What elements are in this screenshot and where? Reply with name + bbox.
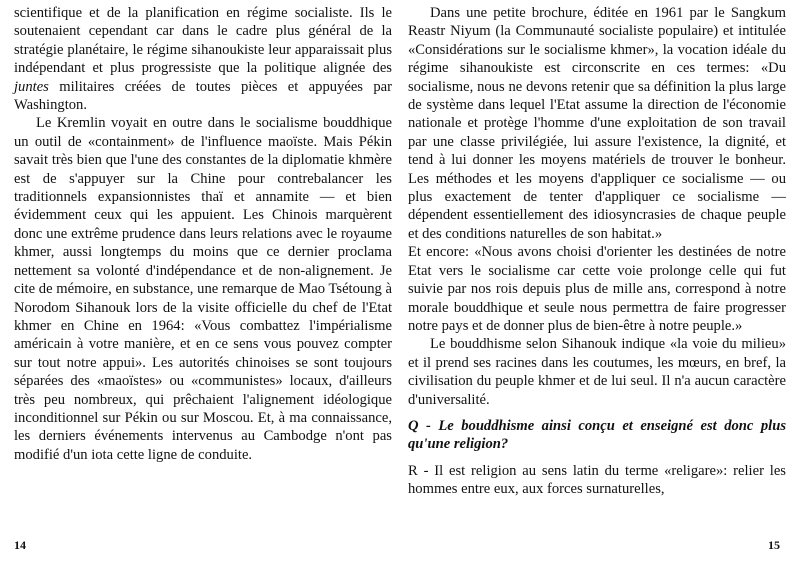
right-page: [408, 0, 786, 563]
left-paragraph-1: [14, 4, 392, 114]
right-paragraph-3: Le bouddhisme selon Sihanouk indique «la voie du milieu» et il prend ses racines dans les coutumes, les mœurs, en bref, la civilisation du peuple khmer et de lui seul. Il n'a aucun caractère d'universalité.: [408, 336, 786, 408]
left-p1-italic: juntes: [14, 78, 49, 95]
right-paragraph-2: Et encore: «Nous avons choisi d'orienter les destinées de notre Etat vers le socialisme car cette voie prolonge celle qui fut suivie par nos rois depuis plus de mille ans, correspond à notre morale bouddhique et seule nous permettra de faire progresser notre pays et de donner plus de bien-être à notre peuple.»: [408, 244, 786, 334]
left-p1-text-b: militaires créées de toutes pièces et appuyées par Washington.: [14, 78, 392, 114]
right-paragraph-1: Dans une petite brochure, éditée en 1961 par le Sangkum Reastr Niyum (la Communauté socialiste populaire) et intitulée «Considérations sur le socialisme khmer», la vocation idéale du régime sihanoukiste est circonscrite en ces termes: «Du socialisme, nous ne devons retenir que sa définition la plus large de système dans lequel l'Etat assume la direction de l'économie nationale et protège l'homme d'une exploitation de son travail par une classe privilégiée, lui assure l'existence, la dignité, et tend à lui donner les moyens matériels de trouver le bonheur. Les méthodes et les moyens d'appliquer ce socialisme — ou plus exactement de tenter d'appliquer ce socialisme — dépendent essentiellement des idiosyncrasies de chaque peuple et des conditions naturelles de son habitat.»: [408, 5, 786, 242]
answer: R - Il est religion au sens latin du terme «religare»: relier les hommes entre eux, aux forces surnaturelles,: [408, 462, 786, 498]
question: Q - Le bouddhisme ainsi conçu et enseigné est donc plus qu'une religion?: [408, 417, 786, 453]
left-p1-text-a: scientifique et de la planification en régime socialiste. Ils le soutenaient cependant car dans le cadre plus général de la stratégie planétaire, le régime sihanoukiste leur apparaissait plus indépendant et plus progressiste que la politique alignée des: [14, 5, 392, 77]
left-page-body: [14, 4, 392, 464]
left-paragraph-2: Le Kremlin voyait en outre dans le socialisme bouddhique un outil de «containment» de l'influence maoïste. Mais Pékin savait très bien que l'une des constantes de la diplomatie khmère est de s'appuyer sur la Chine pour contrebalancer les traditionnels expansionnistes thaï et annamite — et bien évidemment ceux qui les appuient. Les Chinois marquèrent donc une extrême prudence dans leurs relations avec le royaume khmer, aussi longtemps du moins que ce dernier proclama nettement sa volonté d'indépendance et de non-alignement. Je cite de mémoire, en substance, une remarque de Mao Tsétoung à Norodom Sihanouk lors de la visite officielle du chef de l'Etat khmer en Chine en 1964: «Vous combattez l'impérialisme américain à votre manière, et en ce sens vous pouvez compter sur tout notre appui». Les autorités chinoises se sont toujours séparées des «maoïstes» ou «communistes» locaux, d'ailleurs très peu nombreux, qui prêchaient l'alignement idéologique inconditionnel sur Pékin ou sur Moscou. Et, à ma connaissance, les derniers événements intervenus au Cambodge n'ont pas modifié d'un iota cette ligne de conduite.: [14, 115, 392, 463]
left-page: [14, 0, 392, 563]
right-page-body: [408, 4, 786, 499]
page-number-left: 14: [14, 538, 26, 552]
page-number-right: 15: [768, 538, 780, 552]
